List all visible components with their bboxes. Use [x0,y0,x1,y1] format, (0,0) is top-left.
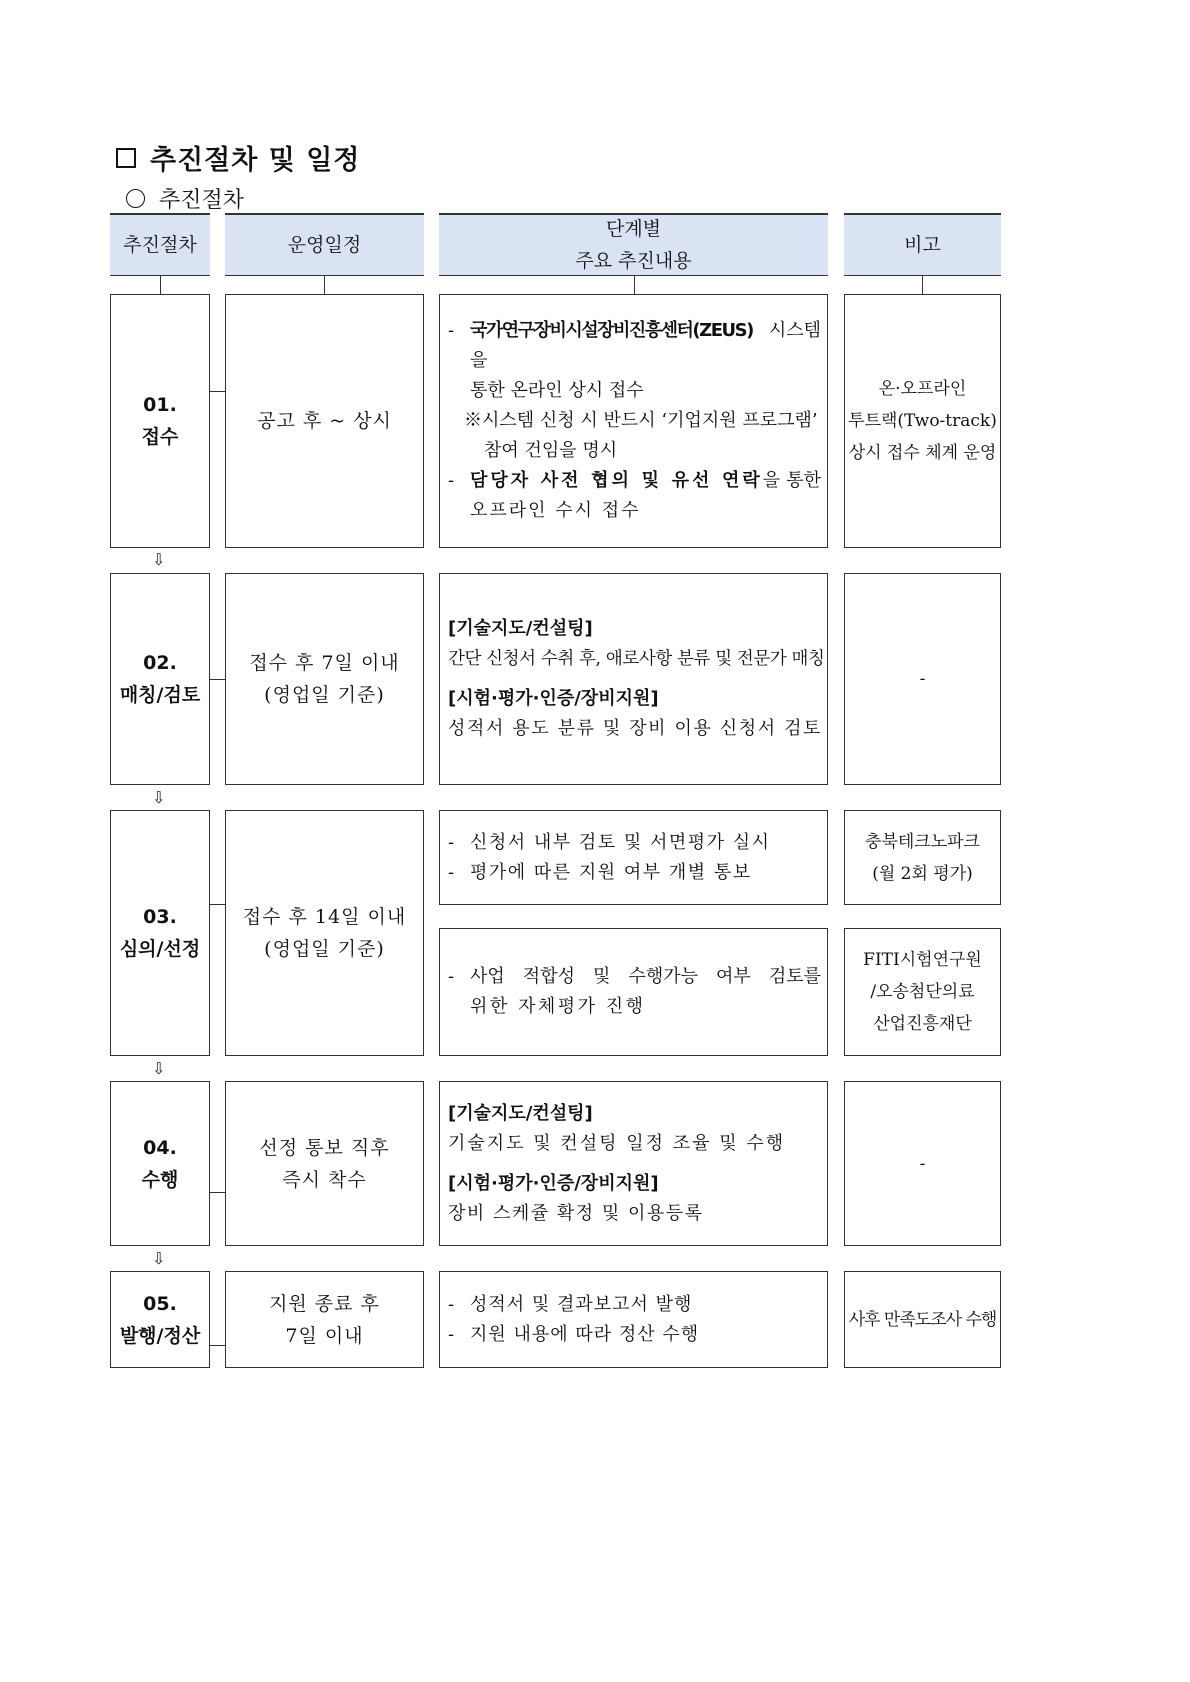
stage-03-content-a [439,810,828,905]
stage-01-label: 01. 접수 [110,294,210,548]
connector-line [324,276,325,294]
stage-03-note-a: 충북테크노파크 (월 2회 평가) [844,810,1001,905]
down-arrow-icon: ⇩ [152,1059,166,1078]
stage-02-content [439,573,828,785]
connector-line [210,1192,225,1193]
section-title [116,138,360,177]
stage-02-label: 02. 매칭/검토 [110,573,210,785]
section-subtitle [126,183,244,214]
down-arrow-icon: ⇩ [152,788,166,807]
list-item-continuation: 오프라인 수시 접수 [470,500,641,521]
note-text: 참여 건임을 명시 [484,440,618,461]
category-text: 간단 신청서 수취 후, 애로사항 분류 및 전문가 매칭 [448,649,825,669]
stage-05-schedule: 지원 종료 후 7일 이내 [225,1271,424,1368]
connector-line [210,1345,225,1346]
down-arrow-icon: ⇩ [152,550,166,569]
list-item: - 담당자 사전 협의 및 유선 연락을 통한 [448,470,821,491]
category-label: [기술지도/컨설팅] [448,1102,593,1124]
list-item: - 국가연구장비시설장비진흥센터(ZEUS) 시스템을 [448,320,821,371]
down-arrow-icon: ⇩ [152,1249,166,1268]
list-item-continuation: 위한 자체평가 진행 [470,996,646,1017]
stage-01-schedule: 공고 후 ~ 상시 [225,294,424,548]
note-text: ※시스템 신청 시 반드시 ‘기업지원 프로그램’ [464,410,818,431]
stage-05-label: 05. 발행/정산 [110,1271,210,1368]
category-text: 성적서 용도 분류 및 장비 이용 신청서 검토 [448,718,823,739]
header-schedule: 운영일정 [225,213,424,276]
stage-05-content [439,1271,828,1368]
connector-line [634,276,635,294]
stage-05-note: 사후 만족도조사 수행 [844,1271,1001,1368]
category-label: [시험·평가·인증/장비지원] [448,688,659,709]
connector-line [160,276,161,294]
connector-line [922,276,923,294]
stage-03-label: 03. 심의/선정 [110,810,210,1056]
connector-line [210,904,225,905]
list-item-continuation: 통한 온라인 상시 접수 [470,380,644,401]
list-item: - 평가에 따른 지원 여부 개별 통보 [448,861,752,883]
connector-line [210,679,225,680]
list-item: - 성적서 및 결과보고서 발행 [448,1293,693,1315]
header-stage: 추진절차 [110,213,210,276]
category-text: 장비 스케쥴 확정 및 이용등록 [448,1202,704,1224]
stage-01-content [439,294,828,548]
stage-02-note: - [844,573,1001,785]
section-subtitle-text: 추진절차 [159,188,245,213]
header-content: 단계별 주요 추진내용 [439,213,828,276]
stage-01-note: 온·오프라인 투트랙(Two-track) 상시 접수 체계 운영 [844,294,1001,548]
stage-02-schedule: 접수 후 7일 이내 (영업일 기준) [225,573,424,785]
stage-03-note-b: FITI시험연구원 /오송첨단의료 산업진흥재단 [844,928,1001,1056]
list-item: - 신청서 내부 검토 및 서면평가 실시 [448,831,771,853]
list-item: - 지원 내용에 따라 정산 수행 [448,1323,700,1345]
category-label: [기술지도/컨설팅] [448,618,593,639]
header-note: 비고 [844,213,1001,276]
circle-bullet-icon [126,189,145,208]
checkbox-square-icon [116,148,136,168]
category-label: [시험·평가·인증/장비지원] [448,1172,659,1194]
stage-04-note: - [844,1081,1001,1246]
stage-04-schedule: 선정 통보 직후 즉시 착수 [225,1081,424,1246]
list-item: - 사업 적합성 및 수행가능 여부 검토를 [448,966,821,987]
stage-03-schedule: 접수 후 14일 이내 (영업일 기준) [225,810,424,1056]
stage-03-content-b [439,928,828,1056]
stage-04-label: 04. 수행 [110,1081,210,1246]
connector-line [210,391,225,392]
stage-04-content [439,1081,828,1246]
section-title-text: 추진절차 및 일정 [150,145,361,176]
category-text: 기술지도 및 컨설팅 일정 조율 및 수행 [448,1132,786,1154]
